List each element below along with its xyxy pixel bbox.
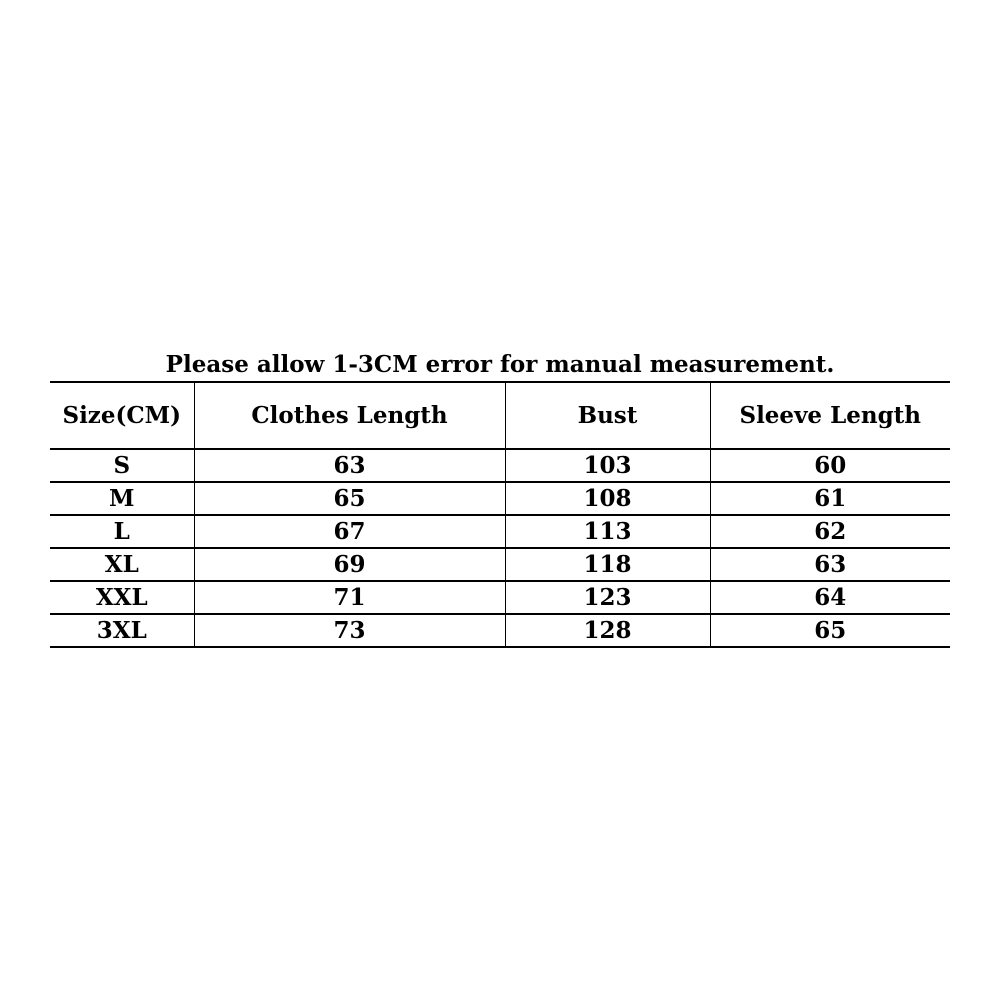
cell-sleeve-length: 60 (710, 449, 950, 482)
table-row (50, 482, 950, 515)
table-row (50, 581, 950, 614)
table-header-row (50, 382, 950, 449)
cell-sleeve-length: 65 (710, 614, 950, 647)
cell-clothes-length: 69 (194, 548, 505, 581)
header-size: Size(CM) (50, 382, 194, 449)
cell-bust: 108 (505, 482, 710, 515)
cell-bust: 113 (505, 515, 710, 548)
cell-size: L (50, 515, 194, 548)
cell-bust: 123 (505, 581, 710, 614)
cell-bust: 103 (505, 449, 710, 482)
cell-sleeve-length: 62 (710, 515, 950, 548)
header-clothes-length: Clothes Length (194, 382, 505, 449)
cell-sleeve-length: 64 (710, 581, 950, 614)
measurement-note: Please allow 1-3CM error for manual measurement. (165, 351, 835, 378)
cell-clothes-length: 65 (194, 482, 505, 515)
cell-size: XXL (50, 581, 194, 614)
cell-bust: 118 (505, 548, 710, 581)
cell-size: M (50, 482, 194, 515)
table-row (50, 614, 950, 647)
cell-clothes-length: 73 (194, 614, 505, 647)
cell-sleeve-length: 63 (710, 548, 950, 581)
cell-bust: 128 (505, 614, 710, 647)
size-chart-table (50, 381, 950, 648)
cell-size: 3XL (50, 614, 194, 647)
cell-size: XL (50, 548, 194, 581)
cell-clothes-length: 63 (194, 449, 505, 482)
header-bust: Bust (505, 382, 710, 449)
header-sleeve-length: Sleeve Length (710, 382, 950, 449)
table-row (50, 449, 950, 482)
table-row (50, 515, 950, 548)
cell-clothes-length: 67 (194, 515, 505, 548)
cell-sleeve-length: 61 (710, 482, 950, 515)
table-row (50, 548, 950, 581)
cell-clothes-length: 71 (194, 581, 505, 614)
cell-size: S (50, 449, 194, 482)
